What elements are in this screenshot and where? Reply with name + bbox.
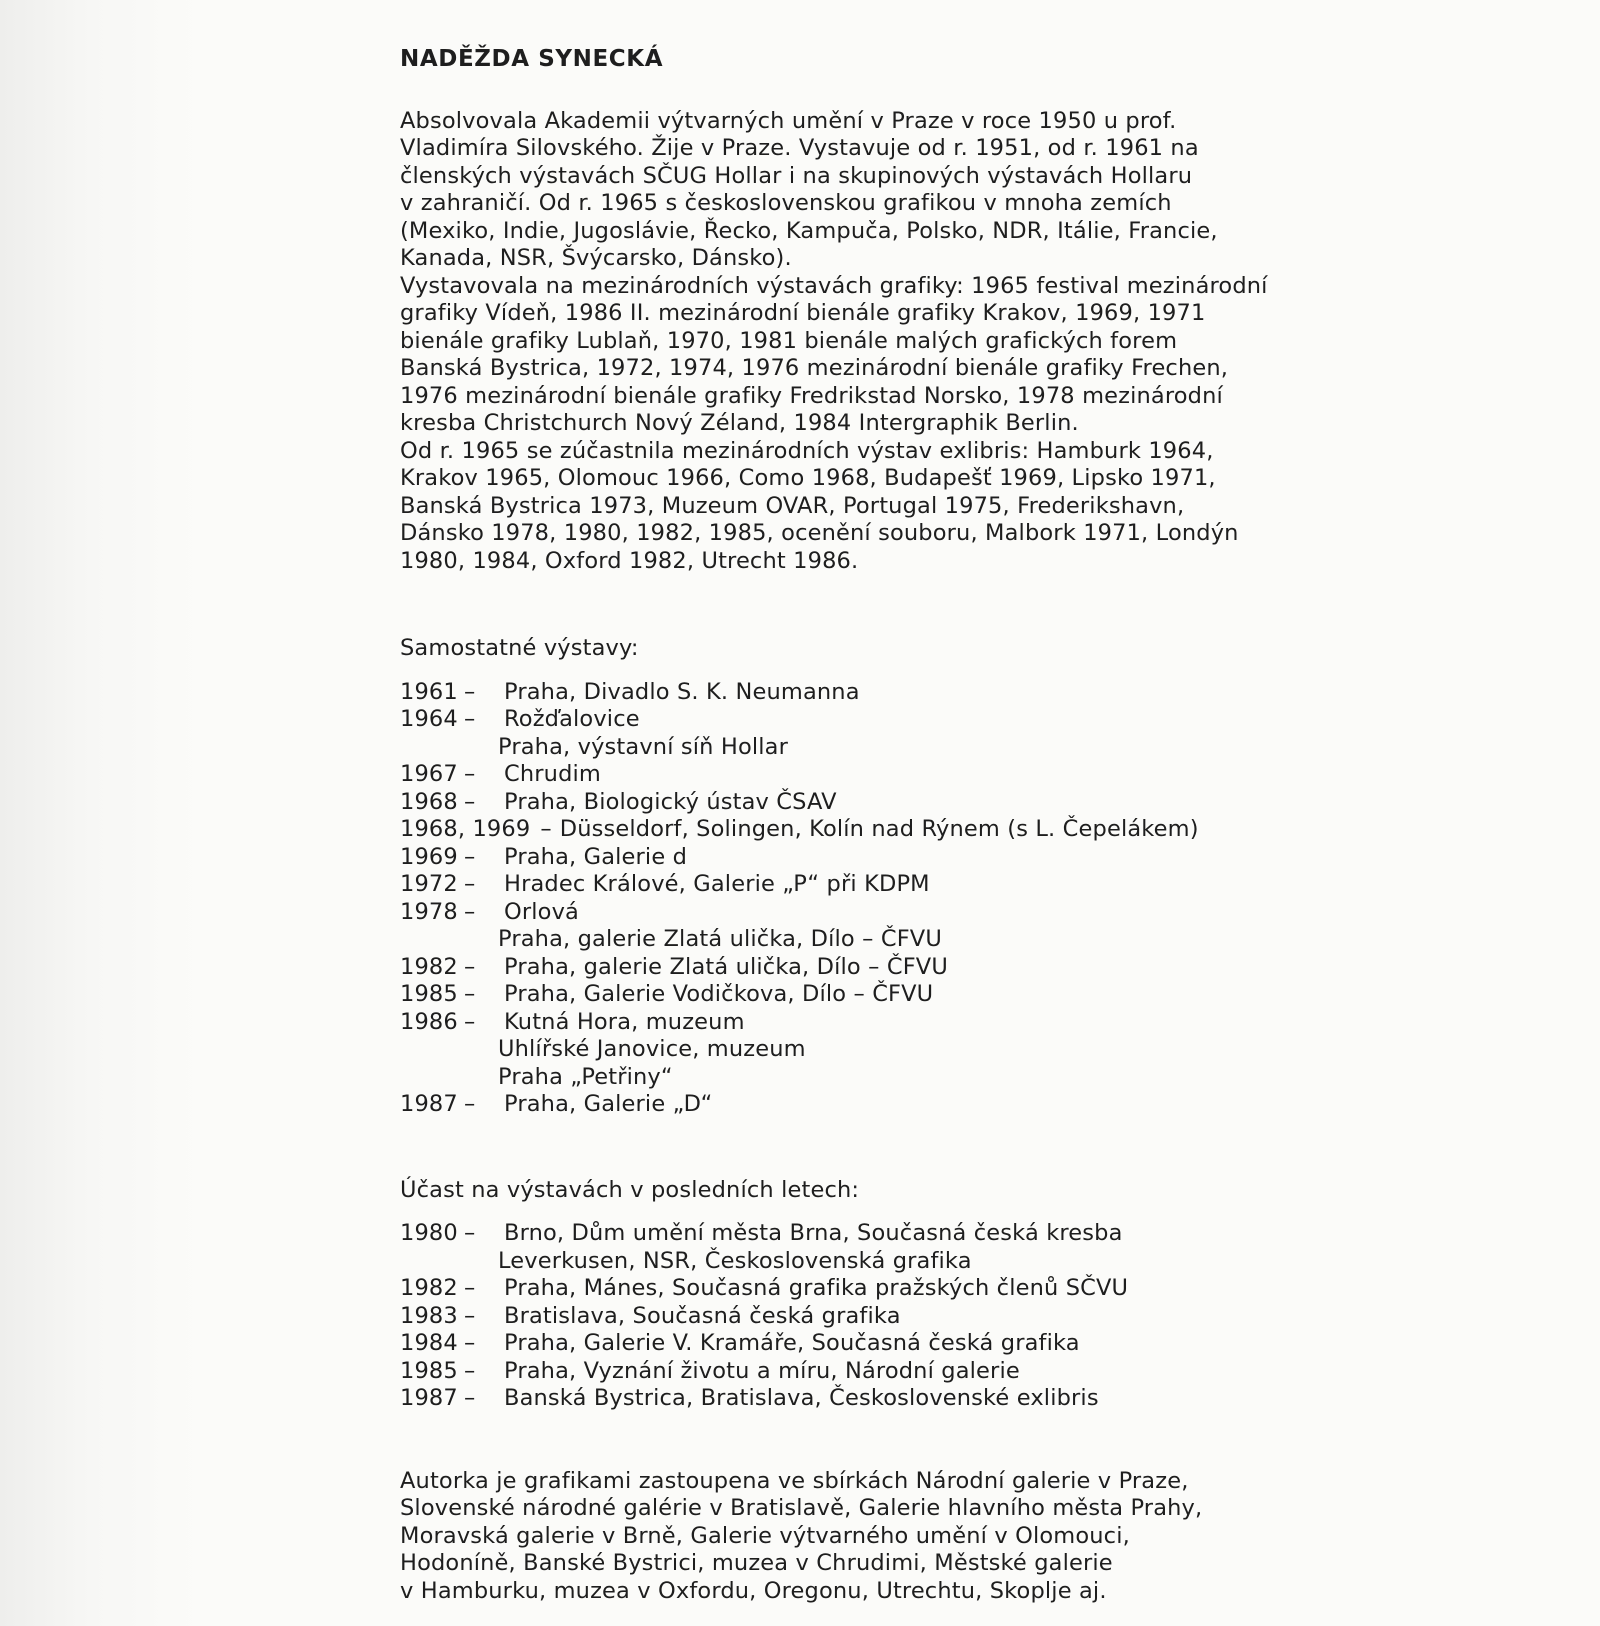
solo-entry	[400, 706, 1400, 734]
solo-year: 1978	[400, 898, 458, 925]
solo-dash: –	[464, 898, 476, 925]
solo-dash: –	[464, 1091, 476, 1117]
solo-venue-continued: Uhlířské Janovice, muzeum	[498, 1036, 806, 1062]
bio-line: Absolvovala Akademii výtvarných umění v Praze v roce 1950 u prof.	[400, 107, 1177, 134]
group-dash: –	[464, 1302, 476, 1329]
solo-year: 1968, 1969	[400, 816, 531, 842]
solo-entry	[400, 679, 1400, 707]
solo-venue: Praha, Biologický ústav ČSAV	[504, 788, 837, 815]
solo-dash: –	[540, 816, 552, 842]
bio-line: Banská Bystrica, 1972, 1974, 1976 mezinárodní bienále grafiky Frechen,	[400, 355, 1229, 381]
solo-dash: –	[464, 843, 476, 870]
group-year: 1983	[400, 1302, 458, 1329]
solo-year: 1986	[400, 1008, 458, 1035]
group-venue: Praha, Vyznání životu a míru, Národní galerie	[504, 1357, 1020, 1384]
solo-dash: –	[464, 953, 476, 980]
group-dash: –	[464, 1220, 476, 1246]
group-year: 1982	[400, 1275, 458, 1301]
bio-line: bienále grafiky Lublaň, 1970, 1981 bienále malých grafických forem	[400, 327, 1178, 354]
closing-line: Slovenské národné galérie v Bratislavě, Galerie hlavního města Prahy,	[400, 1495, 1203, 1521]
group-entry	[400, 1385, 1400, 1413]
solo-year: 1972	[400, 871, 458, 897]
group-entry	[400, 1330, 1400, 1358]
group-year: 1987	[400, 1385, 458, 1411]
solo-dash: –	[464, 871, 476, 897]
closing-line: Hodoníně, Banské Bystrici, muzea v Chrudimi, Městské galerie	[400, 1550, 1113, 1576]
group-dash: –	[464, 1330, 476, 1356]
group-exhibitions-heading: Účast na výstavách v posledních letech:	[400, 1176, 860, 1203]
bio-line: 1980, 1984, Oxford 1982, Utrecht 1986.	[400, 547, 859, 574]
bio-line: Banská Bystrica 1973, Muzeum OVAR, Portugal 1975, Frederikshavn,	[400, 492, 1185, 519]
bio-line: Od r. 1965 se zúčastnila mezinárodních výstav exlibris: Hamburk 1964,	[400, 437, 1214, 464]
solo-dash: –	[464, 1008, 476, 1035]
bio-line: Dánsko 1978, 1980, 1982, 1985, ocenění souboru, Malbork 1971, Londýn	[400, 520, 1239, 546]
solo-year: 1968	[400, 788, 458, 815]
solo-entry	[400, 1091, 1400, 1119]
solo-exhibitions-heading: Samostatné výstavy:	[400, 635, 639, 661]
solo-dash: –	[464, 981, 476, 1007]
bio-line: 1976 mezinárodní bienále grafiky Fredrikstad Norsko, 1978 mezinárodní	[400, 382, 1223, 409]
solo-entry	[400, 816, 1400, 844]
bio-line: (Mexiko, Indie, Jugoslávie, Řecko, Kampuča, Polsko, NDR, Itálie, Francie,	[400, 217, 1218, 244]
bio-line: grafiky Vídeň, 1986 II. mezinárodní bienále grafiky Krakov, 1969, 1971	[400, 300, 1206, 326]
solo-entry	[400, 761, 1400, 789]
bio-line: členských výstavách SČUG Hollar i na skupinových výstavách Hollaru	[400, 162, 1193, 189]
group-venue: Brno, Dům umění města Brna, Současná česká kresba	[504, 1220, 1123, 1246]
bio-line: Krakov 1965, Olomouc 1966, Como 1968, Budapešť 1969, Lipsko 1971,	[400, 465, 1216, 491]
solo-venue: Praha, Galerie „D“	[504, 1091, 713, 1117]
group-venue: Bratislava, Současná česká grafika	[504, 1302, 901, 1329]
group-year: 1984	[400, 1330, 458, 1356]
solo-entry	[400, 899, 1400, 927]
group-venue: Praha, Galerie V. Kramáře, Současná česká grafika	[504, 1330, 1080, 1356]
group-exhibitions-list	[400, 1220, 1400, 1413]
solo-entry	[400, 981, 1400, 1009]
solo-year: 1961	[400, 678, 458, 705]
solo-venue: Praha, Galerie d	[504, 843, 688, 870]
biography	[400, 108, 1400, 576]
group-venue: Praha, Mánes, Současná grafika pražských členů SČVU	[504, 1275, 1129, 1301]
solo-year: 1969	[400, 843, 458, 870]
bio-line: kresba Christchurch Nový Zéland, 1984 Intergraphik Berlin.	[400, 410, 1079, 436]
closing-line: Autorka je grafikami zastoupena ve sbírkách Národní galerie v Praze,	[400, 1467, 1189, 1494]
solo-venue: Praha, galerie Zlatá ulička, Dílo – ČFVU	[504, 953, 948, 980]
solo-year: 1967	[400, 761, 458, 787]
bio-line: Vystavovala na mezinárodních výstavách grafiky: 1965 festival mezinárodní	[400, 272, 1268, 299]
solo-dash: –	[464, 706, 476, 732]
group-venue-continued: Leverkusen, NSR, Československá grafika	[498, 1247, 972, 1274]
solo-exhibitions-list	[400, 679, 1400, 1119]
solo-venue: Rožďalovice	[504, 706, 640, 732]
solo-dash: –	[464, 678, 476, 705]
group-year: 1985	[400, 1357, 458, 1384]
bio-line: Vladimíra Silovského. Žije v Praze. Vystavuje od r. 1951, od r. 1961 na	[400, 135, 1199, 161]
solo-year: 1964	[400, 706, 458, 732]
bio-line: Kanada, NSR, Švýcarsko, Dánsko).	[400, 245, 792, 271]
group-venue: Banská Bystrica, Bratislava, Československé exlibris	[504, 1385, 1099, 1411]
closing-line: v Hamburku, muzea v Oxfordu, Oregonu, Utrechtu, Skoplje aj.	[400, 1577, 1107, 1604]
solo-entry	[400, 844, 1400, 872]
solo-dash: –	[464, 761, 476, 787]
collections-paragraph	[400, 1468, 1400, 1606]
solo-venue: Hradec Králové, Galerie „P“ při KDPM	[504, 871, 930, 897]
bio-line: v zahraničí. Od r. 1965 s československou grafikou v mnoha zemích	[400, 190, 1172, 216]
group-dash: –	[464, 1357, 476, 1384]
solo-year: 1982	[400, 953, 458, 980]
solo-venue: Praha, Divadlo S. K. Neumanna	[504, 678, 860, 705]
solo-entry	[400, 954, 1400, 982]
group-dash: –	[464, 1275, 476, 1301]
group-entry	[400, 1303, 1400, 1331]
solo-venue: Praha, Galerie Vodičkova, Dílo – ČFVU	[504, 981, 934, 1007]
solo-entry	[400, 1009, 1400, 1037]
solo-entry	[400, 789, 1400, 817]
group-year: 1980	[400, 1220, 458, 1246]
group-entry	[400, 1275, 1400, 1303]
solo-venue-continued: Praha, galerie Zlatá ulička, Dílo – ČFVU	[498, 926, 942, 952]
solo-venue: Düsseldorf, Solingen, Kolín nad Rýnem (s L. Čepelákem)	[559, 816, 1199, 842]
solo-year: 1987	[400, 1091, 458, 1117]
solo-venue-continued: Praha, výstavní síň Hollar	[498, 733, 789, 760]
group-dash: –	[464, 1385, 476, 1411]
solo-entry	[400, 871, 1400, 899]
document-content	[400, 46, 1400, 1605]
solo-year: 1985	[400, 981, 458, 1007]
solo-dash: –	[464, 788, 476, 815]
closing-line: Moravská galerie v Brně, Galerie výtvarného umění v Olomouci,	[400, 1522, 1130, 1549]
page-title: NADĚŽDA SYNECKÁ	[400, 46, 664, 72]
group-entry	[400, 1358, 1400, 1386]
solo-venue-continued: Praha „Petřiny“	[498, 1063, 673, 1090]
group-entry	[400, 1220, 1400, 1248]
solo-venue: Chrudim	[504, 761, 601, 787]
solo-venue: Kutná Hora, muzeum	[504, 1008, 745, 1035]
solo-venue: Orlová	[504, 898, 579, 925]
